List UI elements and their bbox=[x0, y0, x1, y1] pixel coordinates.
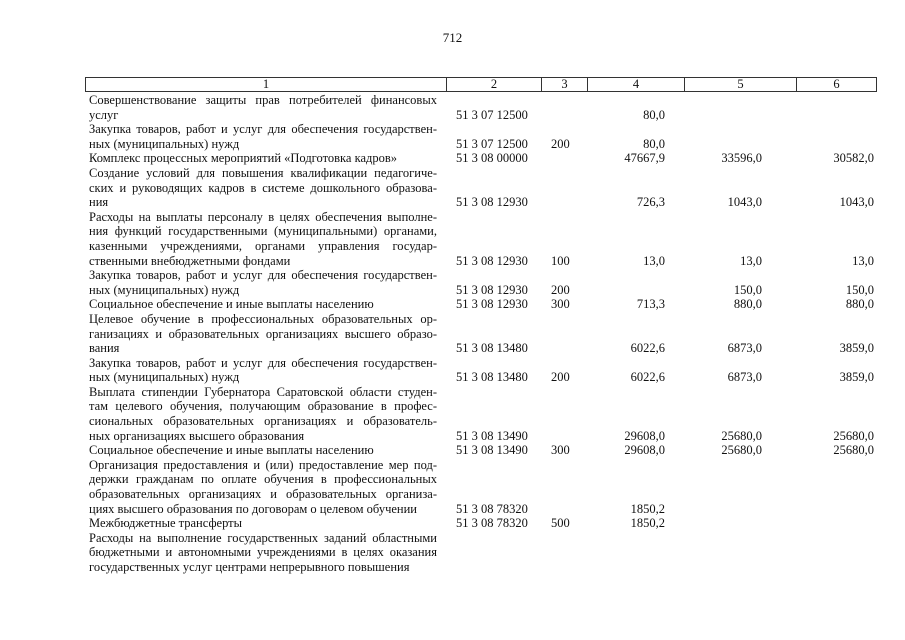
row-code: 51 3 08 78320 bbox=[456, 501, 528, 516]
row-value-col6: 13,0 bbox=[852, 253, 874, 268]
description-line: сиональных образовательных организациях и образователь- bbox=[89, 414, 437, 429]
header-col-5: 5 bbox=[685, 78, 797, 91]
row-expense-type: 200 bbox=[551, 370, 570, 385]
table-row bbox=[89, 516, 879, 531]
description-line: вания bbox=[89, 341, 120, 356]
row-value-col4: 29608,0 bbox=[624, 428, 665, 443]
row-value-col4: 13,0 bbox=[643, 253, 665, 268]
row-value-col4: 726,3 bbox=[636, 195, 665, 210]
table-row bbox=[89, 356, 879, 385]
row-code: 51 3 08 13490 bbox=[456, 428, 528, 443]
row-description bbox=[89, 516, 437, 531]
table-row bbox=[89, 531, 879, 575]
description-line: Расходы на выплаты персоналу в целях обеспечения выполне- bbox=[89, 209, 437, 224]
row-code: 51 3 08 00000 bbox=[456, 151, 528, 166]
row-expense-type: 200 bbox=[551, 136, 570, 151]
table-row bbox=[89, 312, 879, 356]
table-row bbox=[89, 385, 879, 443]
row-code: 51 3 07 12500 bbox=[456, 107, 528, 122]
row-value-col5: 150,0 bbox=[733, 282, 762, 297]
row-expense-type: 100 bbox=[551, 253, 570, 268]
table-row bbox=[89, 151, 879, 166]
table-row bbox=[89, 297, 879, 312]
row-value-col4: 1850,2 bbox=[630, 501, 665, 516]
description-line: Социальное обеспечение и иные выплаты населению bbox=[89, 297, 374, 312]
description-line: там целевого обучения, получающим образование в профес- bbox=[89, 399, 437, 414]
header-col-4: 4 bbox=[588, 78, 685, 91]
row-expense-type: 300 bbox=[551, 297, 570, 312]
description-line: Расходы на выполнение государственных заданий областными bbox=[89, 530, 437, 545]
description-line: образовательных организациях и образовательных организа- bbox=[89, 487, 437, 502]
row-value-col4: 6022,6 bbox=[630, 341, 665, 356]
row-description bbox=[89, 443, 437, 458]
row-value-col5: 25680,0 bbox=[721, 443, 762, 458]
row-value-col4: 713,3 bbox=[636, 297, 665, 312]
row-code: 51 3 07 12500 bbox=[456, 136, 528, 151]
table-row bbox=[89, 268, 879, 297]
description-line: ных (муниципальных) нужд bbox=[89, 282, 240, 297]
row-code: 51 3 08 12930 bbox=[456, 282, 528, 297]
header-col-1: 1 bbox=[86, 78, 447, 91]
row-description bbox=[89, 531, 437, 575]
description-line: ганизациях и образовательных организациях высшего образо- bbox=[89, 326, 437, 341]
row-value-col5: 25680,0 bbox=[721, 428, 762, 443]
row-value-col6: 30582,0 bbox=[833, 151, 874, 166]
row-description bbox=[89, 312, 437, 356]
description-line: Организация предоставления и (или) предоставление мер под- bbox=[89, 457, 437, 472]
row-value-col4: 47667,9 bbox=[624, 151, 665, 166]
row-code: 51 3 08 13480 bbox=[456, 341, 528, 356]
row-description bbox=[89, 122, 437, 151]
row-description bbox=[89, 385, 437, 443]
description-line: ния функций государственными (муниципальными) органами, bbox=[89, 224, 437, 239]
row-description bbox=[89, 297, 437, 312]
row-value-col4: 1850,2 bbox=[630, 516, 665, 531]
table-row bbox=[89, 93, 879, 122]
description-line: Межбюджетные трансферты bbox=[89, 516, 243, 531]
header-col-3: 3 bbox=[542, 78, 588, 91]
row-code: 51 3 08 13480 bbox=[456, 370, 528, 385]
row-value-col6: 25680,0 bbox=[833, 443, 874, 458]
row-description bbox=[89, 210, 437, 268]
header-col-2: 2 bbox=[447, 78, 542, 91]
row-code: 51 3 08 12930 bbox=[456, 253, 528, 268]
description-line: ных (муниципальных) нужд bbox=[89, 136, 240, 151]
table-row bbox=[89, 210, 879, 268]
description-line: ния bbox=[89, 195, 109, 210]
row-description bbox=[89, 166, 437, 210]
table-header bbox=[85, 77, 877, 92]
row-code: 51 3 08 78320 bbox=[456, 516, 528, 531]
description-line: Комплекс процессных мероприятий «Подготовка кадров» bbox=[89, 151, 398, 166]
table-body bbox=[89, 93, 879, 575]
row-expense-type: 300 bbox=[551, 443, 570, 458]
description-line: Создание условий для повышения квалификации педагогиче- bbox=[89, 165, 437, 180]
description-line: Закупка товаров, работ и услуг для обеспечения государствен- bbox=[89, 268, 437, 283]
description-line: держки гражданам по оплате обучения в профессиональных bbox=[89, 472, 437, 487]
description-line: государственных услуг центрами непрерывного повышения bbox=[89, 560, 410, 574]
description-line: ственными внебюджетными фондами bbox=[89, 253, 291, 268]
row-value-col6: 25680,0 bbox=[833, 428, 874, 443]
row-description bbox=[89, 93, 437, 122]
description-line: ских и руководящих кадров в системе дошкольного образова- bbox=[89, 180, 437, 195]
description-line: услуг bbox=[89, 107, 119, 122]
table-row bbox=[89, 166, 879, 210]
row-value-col5: 6873,0 bbox=[727, 341, 762, 356]
row-code: 51 3 08 13490 bbox=[456, 443, 528, 458]
row-expense-type: 200 bbox=[551, 282, 570, 297]
header-col-6: 6 bbox=[833, 77, 840, 91]
table-row bbox=[89, 458, 879, 516]
row-description bbox=[89, 458, 437, 516]
row-code: 51 3 08 12930 bbox=[456, 297, 528, 312]
row-value-col4: 80,0 bbox=[643, 136, 665, 151]
row-value-col5: 6873,0 bbox=[727, 370, 762, 385]
description-line: циях высшего образования по договорам о целевом обучении bbox=[89, 501, 417, 516]
row-value-col5: 33596,0 bbox=[721, 151, 762, 166]
row-value-col6: 3859,0 bbox=[839, 370, 874, 385]
row-value-col4: 80,0 bbox=[643, 107, 665, 122]
row-value-col4: 29608,0 bbox=[624, 443, 665, 458]
table-row bbox=[89, 122, 879, 151]
description-line: бюджетными и автономными учреждениями в целях оказания bbox=[89, 545, 437, 560]
row-expense-type: 500 bbox=[551, 516, 570, 531]
row-value-col6: 1043,0 bbox=[839, 195, 874, 210]
description-line: Закупка товаров, работ и услуг для обеспечения государствен- bbox=[89, 122, 437, 137]
row-description bbox=[89, 268, 437, 297]
description-line: казенными учреждениями, органами управления государ- bbox=[89, 238, 437, 253]
description-line: Совершенствование защиты прав потребителей финансовых bbox=[89, 93, 437, 107]
row-code: 51 3 08 12930 bbox=[456, 195, 528, 210]
description-line: Закупка товаров, работ и услуг для обеспечения государствен- bbox=[89, 355, 437, 370]
row-value-col6: 3859,0 bbox=[839, 341, 874, 356]
description-line: ных (муниципальных) нужд bbox=[89, 370, 240, 385]
row-value-col6: 880,0 bbox=[845, 297, 874, 312]
row-value-col5: 13,0 bbox=[740, 253, 762, 268]
row-description bbox=[89, 356, 437, 385]
description-line: Социальное обеспечение и иные выплаты населению bbox=[89, 443, 374, 458]
row-value-col4: 6022,6 bbox=[630, 370, 665, 385]
page-number: 712 bbox=[442, 30, 463, 45]
row-value-col6: 150,0 bbox=[845, 282, 874, 297]
description-line: Целевое обучение в профессиональных образовательных ор- bbox=[89, 311, 437, 326]
description-line: ных организациях высшего образования bbox=[89, 428, 305, 443]
row-value-col5: 1043,0 bbox=[727, 195, 762, 210]
description-line: Выплата стипендии Губернатора Саратовской области студен- bbox=[89, 384, 437, 399]
row-value-col5: 880,0 bbox=[733, 297, 762, 312]
table-row bbox=[89, 443, 879, 458]
row-description bbox=[89, 151, 437, 166]
